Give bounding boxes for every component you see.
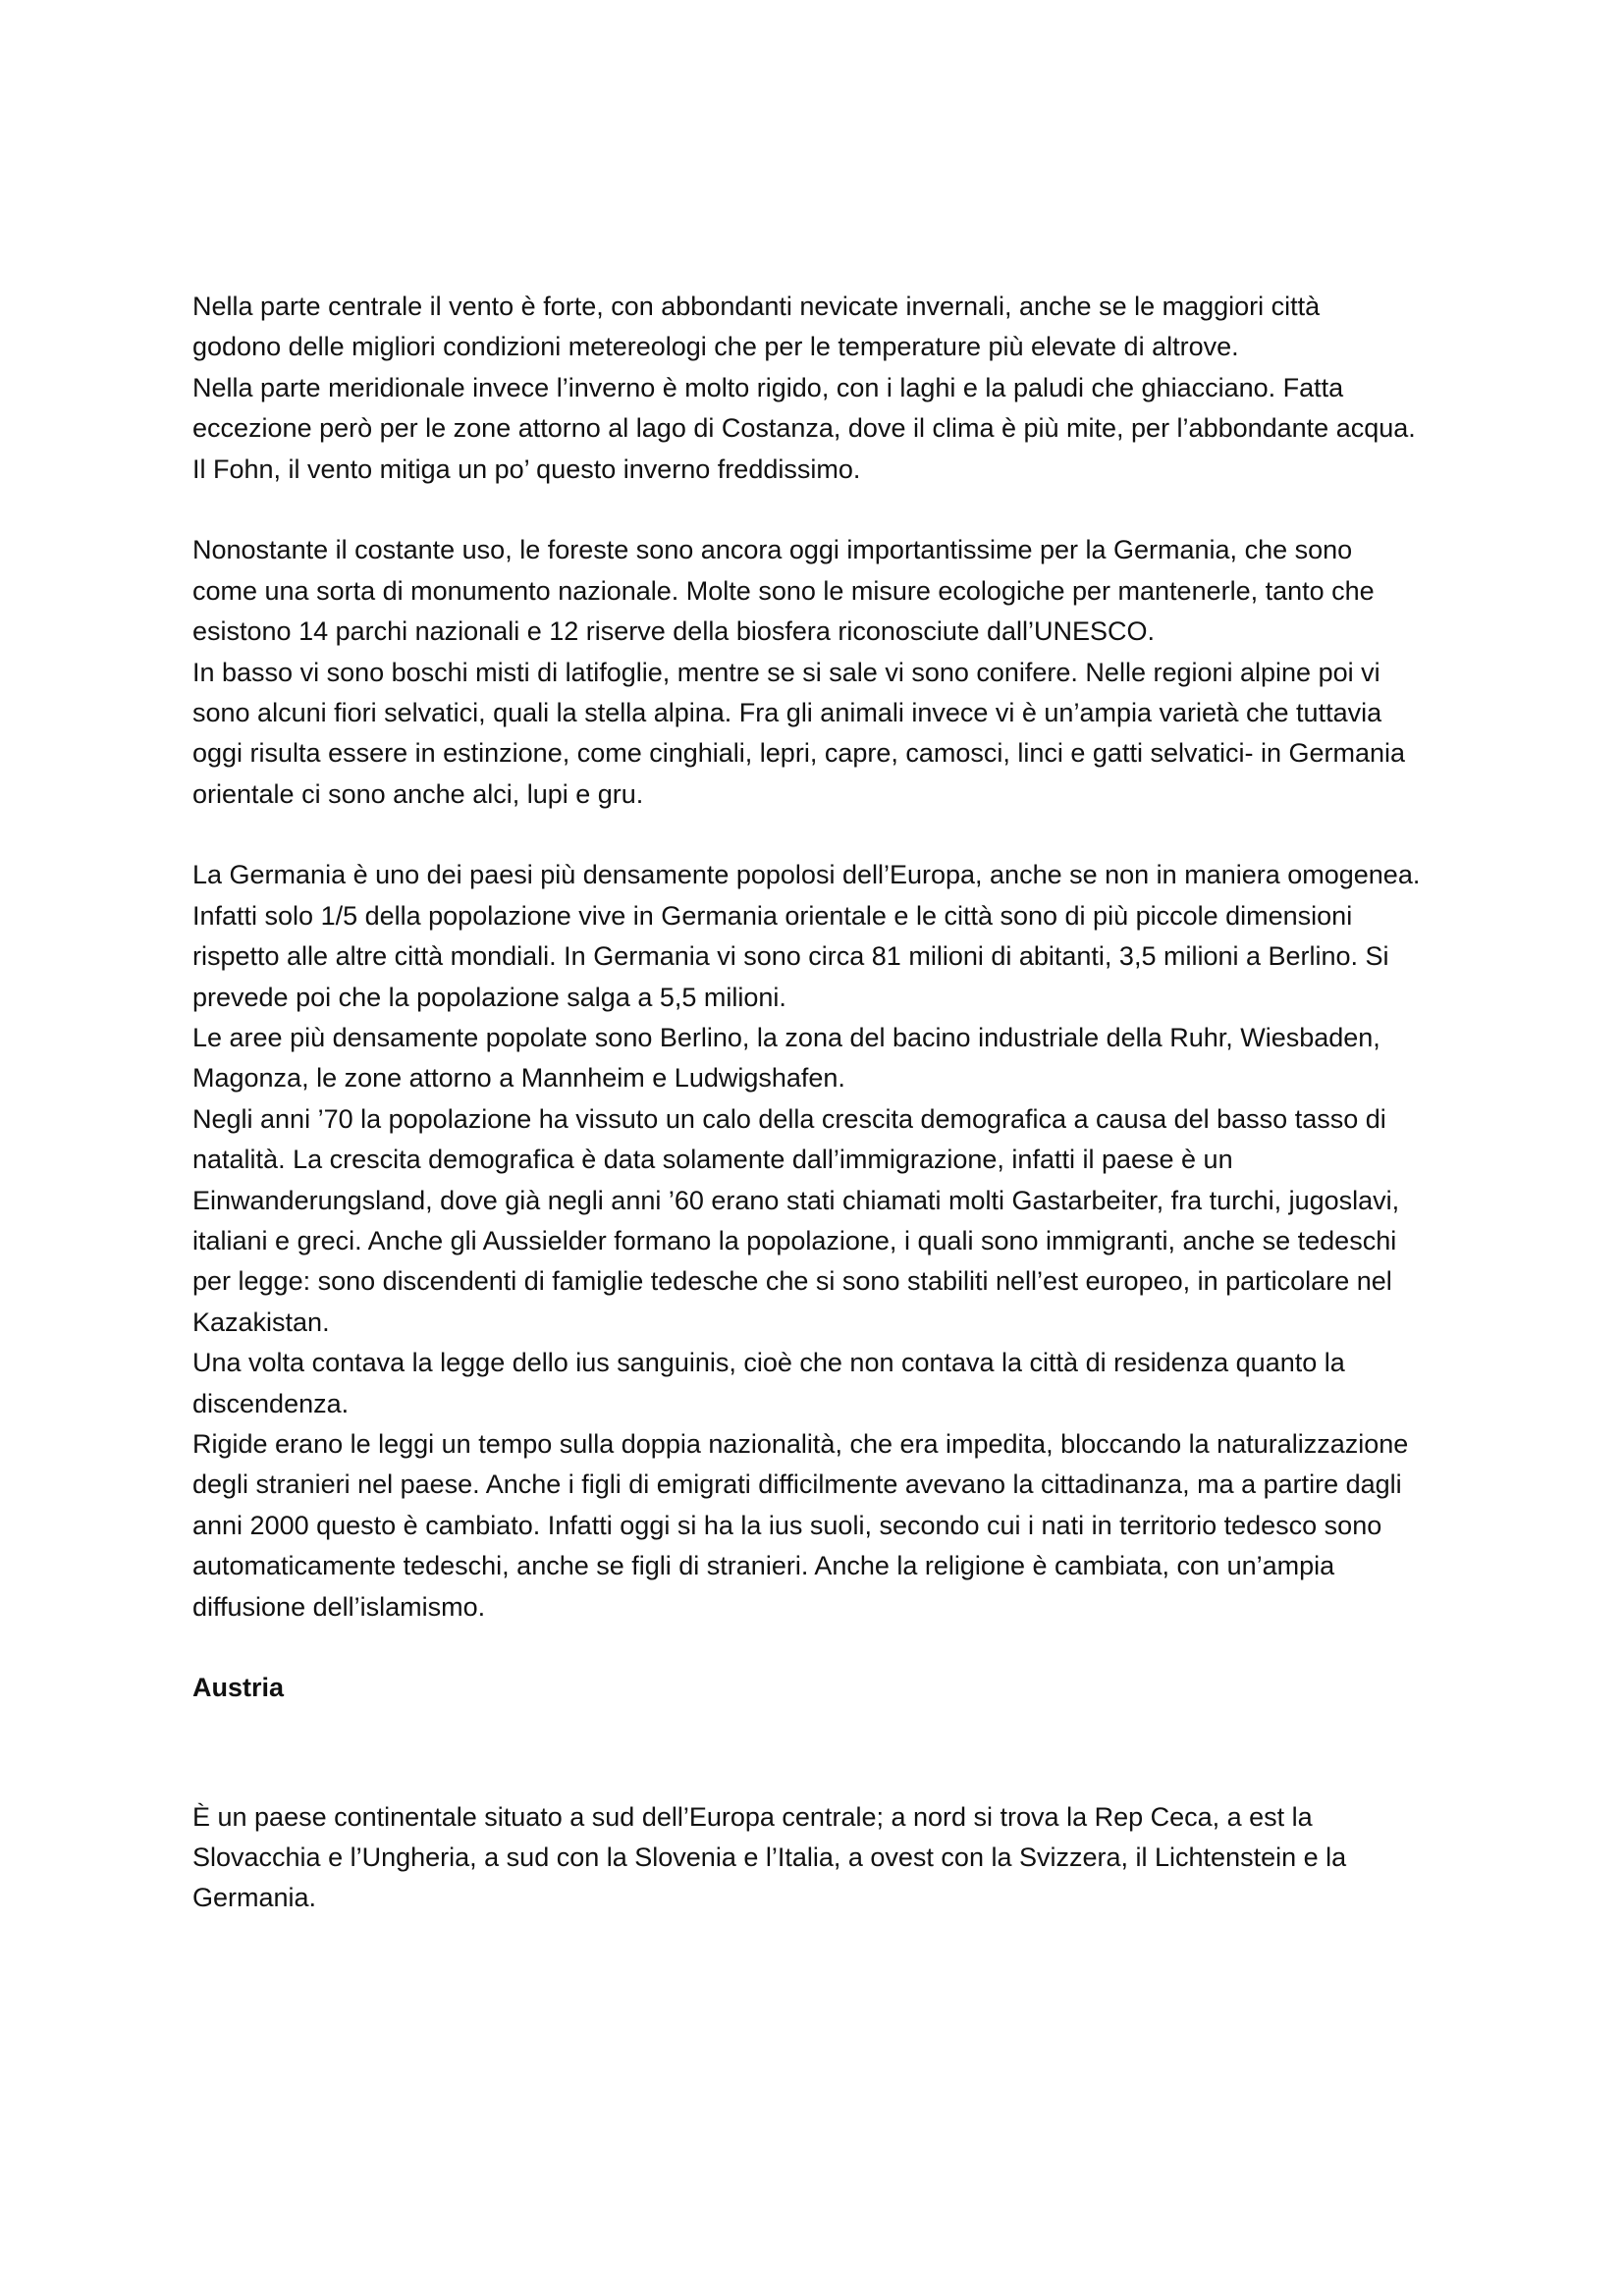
section-heading-austria: Austria <box>192 1673 285 1703</box>
text-line: esistono 14 parchi nazionali e 12 riserve della biosfera riconosciute dall’UNESCO. <box>192 616 1156 647</box>
text-line: Einwanderungsland, dove già negli anni ’60 erano stati chiamati molti Gastarbeiter, fra turchi, jugoslavi, <box>192 1185 1400 1215</box>
text-line: eccezione però per le zone attorno al lago di Costanza, dove il clima è più mite, per l’abbondante acqua. <box>192 413 1416 444</box>
text-line: per legge: sono discendenti di famiglie tedesche che si sono stabiliti nell’est europeo, in particolare nel <box>192 1266 1392 1297</box>
text-line: Nella parte centrale il vento è forte, con abbondanti nevicate invernali, anche se le maggiori città <box>192 292 1321 321</box>
text-line: come una sorta di monumento nazionale. Molte sono le misure ecologiche per mantenerle, tanto che <box>192 575 1375 606</box>
text-line: Una volta contava la legge dello ius sanguinis, cioè che non contava la città di residenza quanto la <box>192 1348 1345 1378</box>
text-line: Nonostante il costante uso, le foreste sono ancora oggi importantissime per la Germania, che sono <box>192 535 1353 565</box>
text-line: Slovacchia e l’Ungheria, a sud con la Slovenia e l’Italia, a ovest con la Svizzera, il Lichtenstein e la <box>192 1842 1347 1873</box>
text-line: Kazakistan. <box>192 1307 330 1337</box>
text-line: Le aree più densamente popolate sono Berlino, la zona del bacino industriale della Ruhr, Wiesbaden, <box>192 1023 1380 1053</box>
text-line: anni 2000 questo è cambiato. Infatti oggi si ha la ius suoli, secondo cui i nati in territorio tedesco sono <box>192 1510 1382 1540</box>
text-line: È un paese continentale situato a sud dell’Europa centrale; a nord si trova la Rep Ceca, a est la <box>192 1801 1313 1832</box>
text-line: Il Fohn, il vento mitiga un po’ questo inverno freddissimo. <box>192 454 861 484</box>
text-line: degli stranieri nel paese. Anche i figli di emigrati difficilmente avevano la cittadinanza, ma a partire dagli <box>192 1469 1402 1500</box>
text-line: Rigide erano le leggi un tempo sulla doppia nazionalità, che era impedita, bloccando la naturalizzazione <box>192 1428 1409 1459</box>
text-line: In basso vi sono boschi misti di latifoglie, mentre se si sale vi sono conifere. Nelle regioni alpine poi vi <box>192 657 1380 687</box>
heading-spacer <box>192 1709 1488 1797</box>
paragraph-spacer <box>192 815 1488 855</box>
text-line: rispetto alle altre città mondiali. In Germania vi sono circa 81 milioni di abitanti, 3,5 milioni a Berlino. Si <box>192 941 1389 972</box>
paragraph-climate <box>192 287 1488 490</box>
text-line: Germania. <box>192 1883 317 1913</box>
text-line: Nella parte meridionale invece l’inverno è molto rigido, con i laghi e la paludi che ghiacciano. Fatta <box>192 372 1344 402</box>
paragraph-austria <box>192 1797 1488 1919</box>
text-line: natalità. La crescita demografica è data solamente dall’immigrazione, infatti il paese è un <box>192 1145 1233 1175</box>
paragraph-spacer <box>192 490 1488 530</box>
text-line: La Germania è uno dei paesi più densamente popolosi dell’Europa, anche se non in maniera omogenea. <box>192 860 1421 890</box>
text-line: discendenza. <box>192 1388 350 1418</box>
text-line: sono alcuni fiori selvatici, quali la stella alpina. Fra gli animali invece vi è un’ampia varietà che tuttavia <box>192 697 1382 727</box>
text-line: Infatti solo 1/5 della popolazione vive in Germania orientale e le città sono di più piccole dimensioni <box>192 900 1353 931</box>
text-line: diffusione dell’islamismo. <box>192 1591 486 1622</box>
text-line: italiani e greci. Anche gli Aussielder formano la popolazione, i quali sono immigranti, anche se tedeschi <box>192 1225 1397 1255</box>
paragraph-forests <box>192 530 1488 815</box>
text-line: automaticamente tedeschi, anche se figli di stranieri. Anche la religione è cambiata, con un’ampia <box>192 1551 1335 1581</box>
paragraph-spacer <box>192 1628 1488 1668</box>
text-line: godono delle migliori condizioni metereologi che per le temperature più elevate di altrove. <box>192 332 1239 362</box>
text-line: prevede poi che la popolazione salga a 5,5 milioni. <box>192 982 786 1012</box>
document-body <box>192 287 1488 1919</box>
text-line: Negli anni ’70 la popolazione ha vissuto un calo della crescita demografica a causa del basso tasso di <box>192 1103 1386 1134</box>
text-line: oggi risulta essere in estinzione, come cinghiali, lepri, capre, camosci, linci e gatti selvatici- in Germania <box>192 738 1406 769</box>
paragraph-population <box>192 855 1488 1627</box>
text-line: orientale ci sono anche alci, lupi e gru. <box>192 778 644 809</box>
text-line: Magonza, le zone attorno a Mannheim e Ludwigshafen. <box>192 1063 845 1094</box>
